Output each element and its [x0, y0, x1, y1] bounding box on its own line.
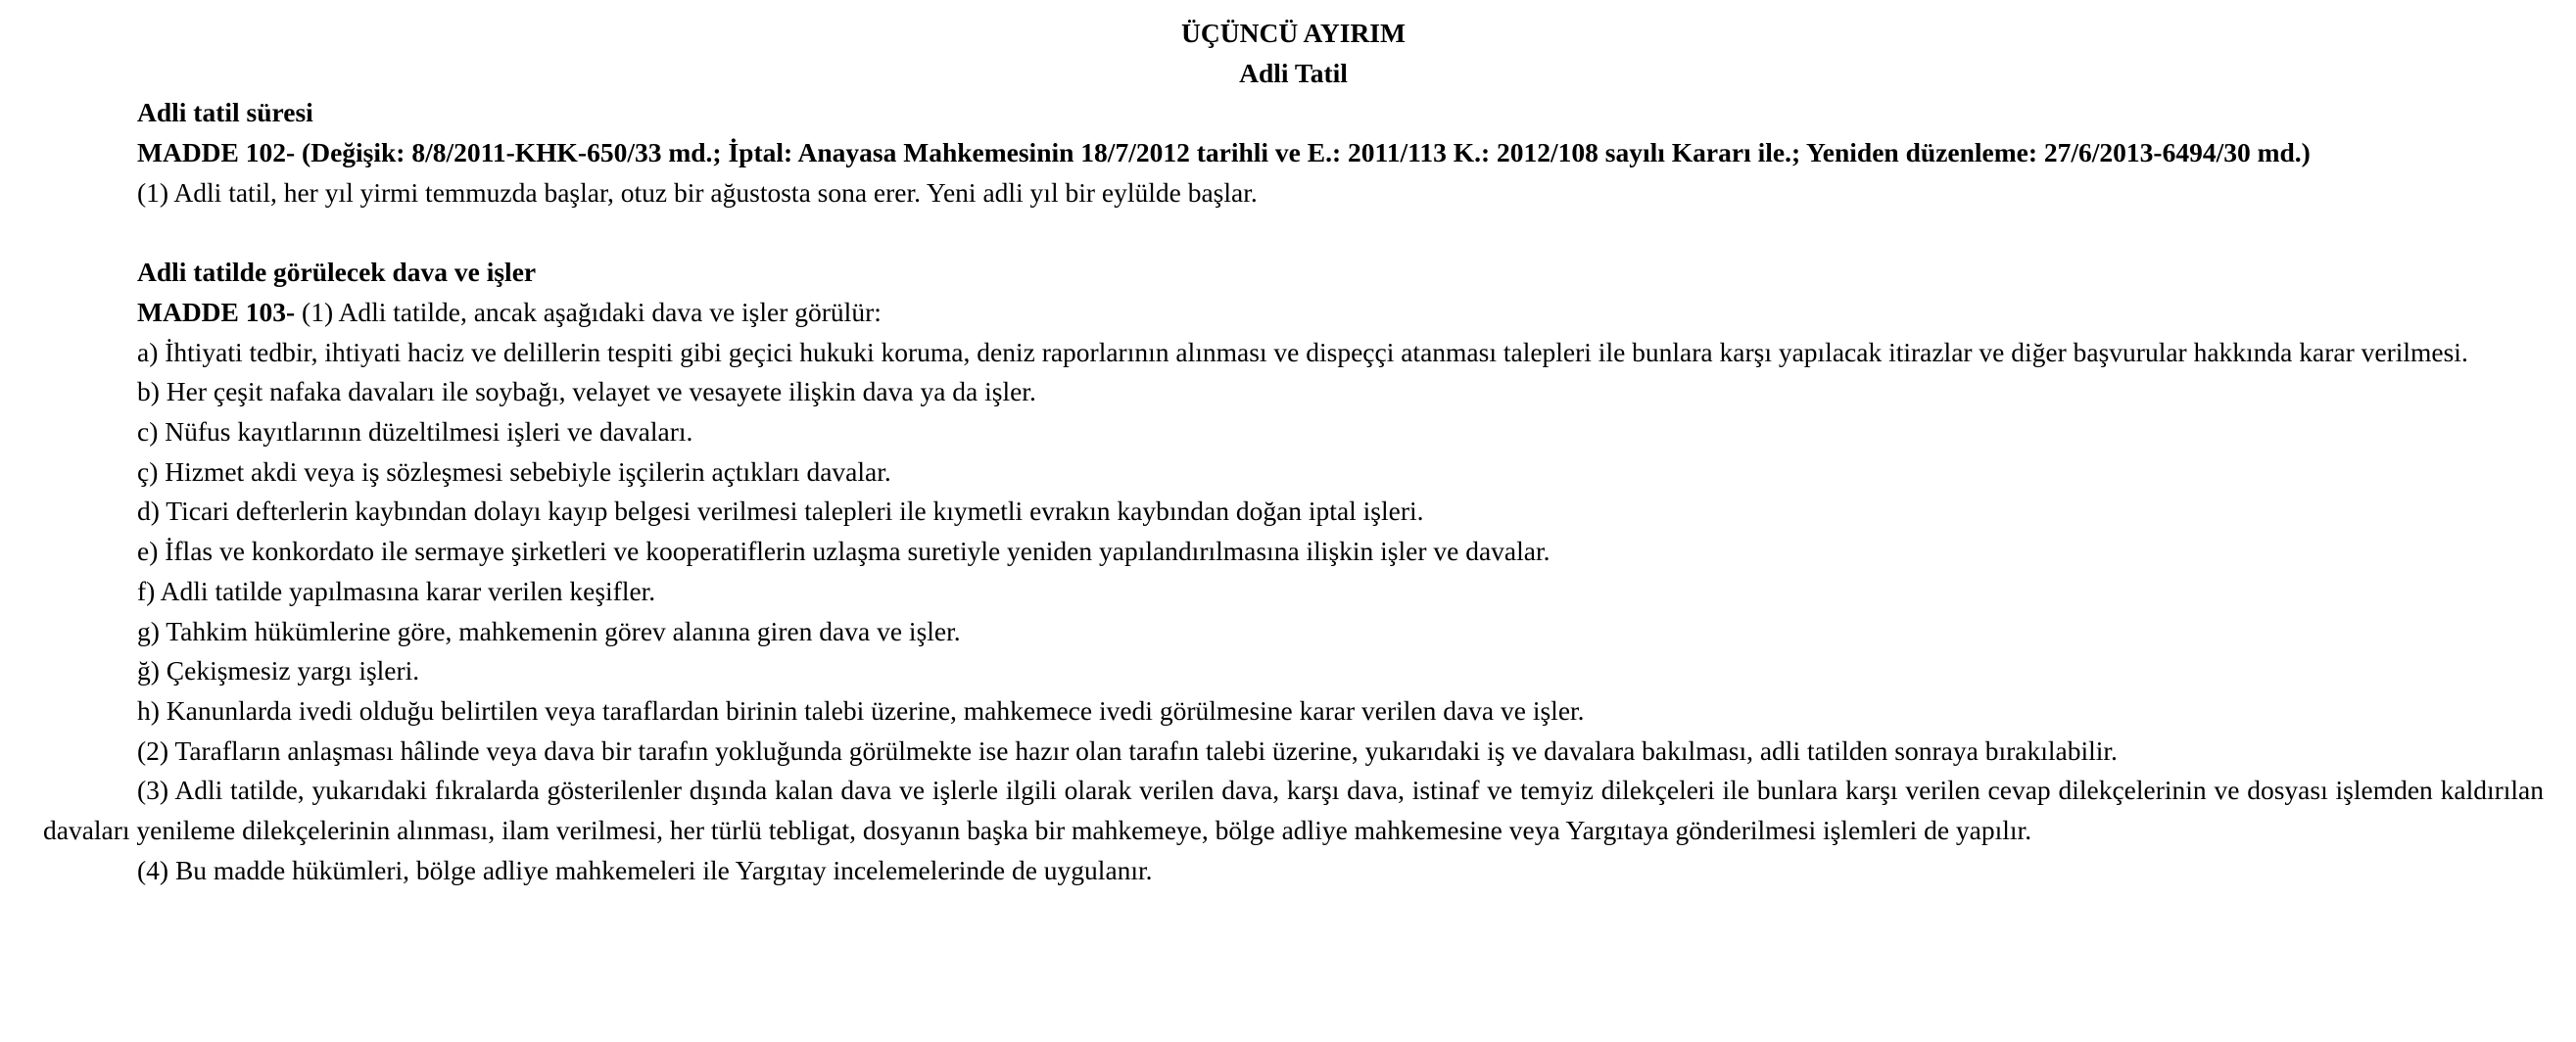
article-103-paragraph-3: (3) Adli tatilde, yukarıdaki fıkralarda gösterilenler dışında kalan dava ve işlerle ilgili olarak verilen dava, karşı dava, istinaf ve temyiz dilekçeleri ile bunlara karşı verilen cevap dilekçelerinin ve dosyası işlemden kaldırılan davaları yenileme dilekçelerinin alınması, ilam verilmesi, her türlü tebligat, dosyanın başka bir mahkemeye, bölge adliye mahkemesine veya Yargıtaya gönderilmesi işlemleri de yapılır. [43, 775, 2544, 846]
article-103-paragraph-4: (4) Bu madde hükümleri, bölge adliye mahkemeleri ile Yargıtay incelemelerinde de uygulanır. [137, 854, 1153, 885]
article-103-intro-line [43, 293, 2544, 333]
spacer [43, 213, 2544, 254]
list-item-a: a) İhtiyati tedbir, ihtiyati haciz ve delillerin tespiti gibi geçici hukuki koruma, deniz raporlarının alınması ve dispeççi atanması talepleri ile bunlara karşı yapılacak itirazlar ve diğer başvurular hakkında karar verilmesi. [137, 336, 2468, 367]
article-102-paragraph-1: (1) Adli tatil, her yıl yirmi temmuzda başlar, otuz bir ağustosta sona erer. Yeni adli yıl bir eylülde başlar. [137, 176, 1258, 208]
section-title: ÜÇÜNCÜ AYIRIM [1181, 18, 1406, 48]
list-item-d: d) Ticari defterlerin kaybından dolayı kayıp belgesi verilmesi talepleri ile kıymetli evrakın kaybından doğan iptal işleri. [137, 496, 1424, 527]
list-item-g-breve: ğ) Çekişmesiz yargı işleri. [137, 655, 420, 687]
list-item-h: h) Kanunlarda ivedi olduğu belirtilen veya taraflardan birinin talebi üzerine, mahkemece ivedi görülmesine karar verilen dava ve işler. [137, 694, 1585, 726]
article-102-heading: Adli tatil süresi [137, 97, 313, 128]
article-102-amendment-note: (Değişik: 8/8/2011-KHK-650/33 md.; İptal: Anayasa Mahkemesinin 18/7/2012 tarihli ve E.: 2011/113 K.: 2012/108 sayılı Kararı ile.; Yeniden düzenleme: 27/6/2013-6494/30 md.) [302, 137, 2311, 168]
article-103-intro: (1) Adli tatilde, ancak aşağıdaki dava ve işler görülür: [302, 296, 882, 327]
article-103-heading: Adli tatilde görülecek dava ve işler [137, 257, 537, 288]
article-103-paragraph-2: (2) Tarafların anlaşması hâlinde veya dava bir tarafın yokluğunda görülmekte ise hazır olan tarafın talebi üzerine, yukarıdaki iş ve davalara bakılması, adli tatilden sonraya bırakılabilir. [137, 734, 2118, 766]
article-103-label: MADDE 103- [137, 296, 296, 327]
article-102-label: MADDE 102- [137, 137, 296, 168]
list-item-e: e) İflas ve konkordato ile sermaye şirketleri ve kooperatiflerin uzlaşma suretiyle yeniden yapılandırılmasına ilişkin işler ve davalar. [137, 536, 1550, 567]
list-item-f: f) Adli tatilde yapılmasına karar verilen keşifler. [137, 575, 656, 606]
article-102-header [43, 133, 2544, 173]
list-item-b: b) Her çeşit nafaka davaları ile soybağı, velayet ve vesayete ilişkin dava ya da işler. [137, 376, 1036, 407]
list-item-c-cedilla: ç) Hizmet akdi veya iş sözleşmesi sebebiyle işçilerin açtıkları davalar. [137, 455, 891, 487]
list-item-c: c) Nüfus kayıtlarının düzeltilmesi işleri ve davaları. [137, 416, 693, 448]
section-subtitle: Adli Tatil [1239, 57, 1348, 88]
list-item-g: g) Tahkim hükümlerine göre, mahkemenin görev alanına giren dava ve işler. [137, 615, 961, 646]
